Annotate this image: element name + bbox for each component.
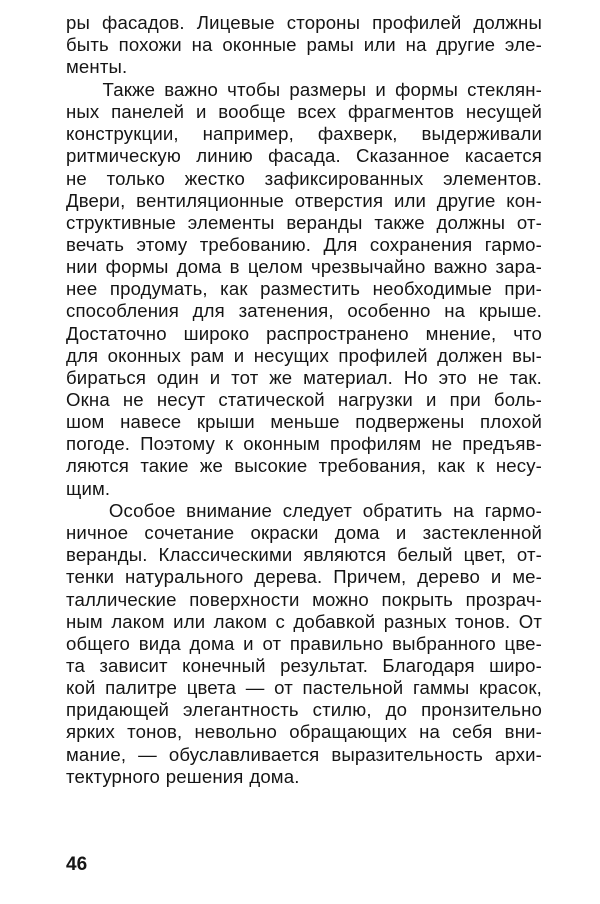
text-line: Окна не несут статической нагрузки и при боль-: [66, 388, 542, 410]
page-number: 46: [66, 854, 88, 875]
text-line: быть похожи на оконные рамы или на другие эле-: [66, 34, 542, 56]
text-line: конструкции, например, фахверк, выдерживали: [66, 123, 542, 145]
text-line: нии формы дома в целом чрезвычайно важно зара-: [66, 256, 542, 278]
text-line: тенки натурального дерева. Причем, дерево и ме-: [66, 566, 542, 588]
text-line: придающей элегантность стилю, до пронзительно: [66, 699, 542, 721]
text-line: не только жестко зафиксированных элементов.: [66, 167, 542, 189]
text-line: та зависит конечный результат. Благодаря широ-: [66, 654, 542, 676]
text-line: ярких тонов, невольно обращающих на себя вни-: [66, 721, 542, 743]
text-line: ным лаком или лаком с добавкой разных тонов. От: [66, 610, 542, 632]
text-line: погоде. Поэтому к оконным профилям не предъяв-: [66, 433, 542, 455]
text-line: ляются такие же высокие требования, как к несу-: [66, 455, 542, 477]
paragraph-1: [66, 12, 542, 78]
text-line: щим.: [66, 477, 111, 499]
paragraph-3: [66, 500, 542, 788]
text-line: структивные элементы веранды также должны от-: [66, 211, 542, 233]
text-line: кой палитре цвета — от пастельной гаммы красок,: [66, 677, 542, 699]
text-line: тектурного решения дома.: [66, 765, 300, 787]
text-line: ры фасадов. Лицевые стороны профилей должны: [66, 12, 542, 33]
text-line: общего вида дома и от правильно выбранного цве-: [66, 632, 542, 654]
text-line: Достаточно широко распространено мнение, что: [66, 322, 542, 344]
text-line: бираться один и тот же материал. Но это не так.: [66, 366, 542, 388]
text-line: для оконных рам и несущих профилей должен вы-: [66, 344, 542, 366]
text-line: мание, — обуславливается выразительность архи-: [66, 743, 542, 765]
text-line: менты.: [66, 56, 128, 78]
text-line: Особое внимание следует обратить на гармо-: [66, 500, 542, 521]
text-line: способления для затенения, особенно на крыше.: [66, 300, 542, 322]
text-line: вечать этому требованию. Для сохранения гармо-: [66, 233, 542, 255]
text-line: таллические поверхности можно покрыть прозрач-: [66, 588, 542, 610]
text-line: нее продумать, как разместить необходимые при-: [66, 278, 542, 300]
text-line: ритмическую линию фасада. Сказанное касается: [66, 145, 542, 167]
text-line: ничное сочетание окраски дома и застекленной: [66, 522, 542, 544]
text-line: Также важно чтобы размеры и формы стеклян-: [66, 79, 542, 100]
text-line: ных панелей и вообще всех фрагментов несущей: [66, 101, 542, 123]
text-line: веранды. Классическими являются белый цвет, от-: [66, 544, 542, 566]
text-line: Двери, вентиляционные отверстия или другие кон-: [66, 189, 542, 211]
paragraph-2: [66, 79, 542, 500]
text-line: шом навесе крыши меньше подвержены плохой: [66, 411, 542, 433]
